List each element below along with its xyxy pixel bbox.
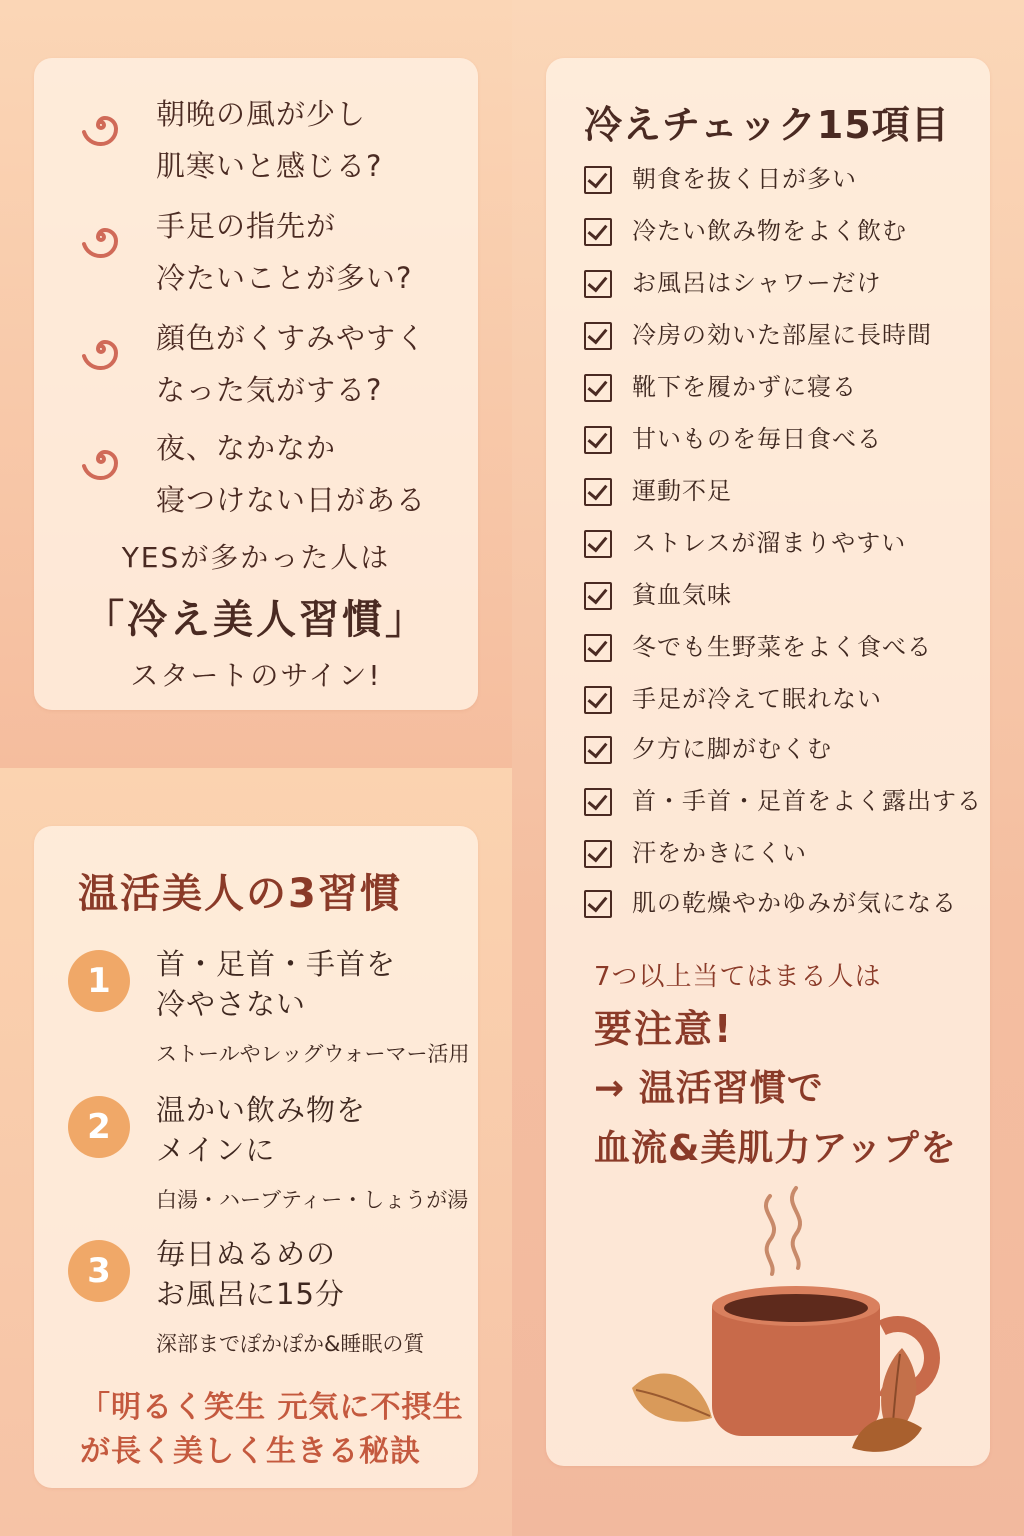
checkbox-icon[interactable] [584,840,612,868]
question-text: 手足の指先が 冷たいことが多い? [156,209,413,295]
habit-subtitle: 深部までぽかぽか&睡眠の質 [156,1332,425,1356]
checklist-title: 冷えチェック15項目 [584,103,950,147]
checkbox-icon[interactable] [584,270,612,298]
checklist-label: 夕方に脚がむくむ [632,735,832,763]
habit-subtitle: 白湯・ハーブティー・しょうが湯 [156,1188,469,1212]
habit-item [34,1234,478,1374]
checklist-card [546,58,990,1466]
number-badge: 1 [68,950,130,1012]
yes-outro: スタートのサイン! [130,659,382,692]
checklist-label: 朝食を抜く日が多い [632,165,857,193]
questions-card [34,58,478,710]
habit-subtitle: ストールやレッグウォーマー活用 [156,1042,470,1066]
habit-title: 毎日ぬるめの お風呂に15分 [156,1237,345,1311]
number-badge: 2 [68,1096,130,1158]
checklist-label: 汗をかきにくい [632,839,807,867]
checklist-item[interactable] [584,576,984,616]
checkbox-icon[interactable] [584,218,612,246]
checkbox-icon[interactable] [584,788,612,816]
question-item [34,312,478,407]
habit-title: 温かい飲み物を メインに [156,1093,367,1167]
coffee-mug-icon [622,1178,942,1458]
swirl-icon [78,102,124,148]
checklist-label: ストレスが溜まりやすい [632,529,907,557]
checkbox-icon[interactable] [584,322,612,350]
checklist-item[interactable] [584,316,984,356]
checklist-label: 冷房の効いた部屋に長時間 [632,321,932,349]
swirl-icon [78,326,124,372]
checkbox-icon[interactable] [584,890,612,918]
checklist-item[interactable] [584,212,984,252]
checkbox-icon[interactable] [584,634,612,662]
steam-icon [766,1188,800,1274]
warning-headline: 要注意! [594,1007,734,1051]
checklist-label: 運動不足 [632,477,732,505]
checklist-item[interactable] [584,524,984,564]
habit-item [34,944,478,1084]
checkbox-icon[interactable] [584,478,612,506]
checklist-item[interactable] [584,680,984,720]
question-item [34,422,478,517]
checklist-label: 肌の乾燥やかゆみが気になる [632,889,957,917]
checkbox-icon[interactable] [584,736,612,764]
warning-goal: 血流&美肌力アップを [594,1128,957,1169]
warning-intro: 7つ以上当てはまる人は [594,962,882,992]
number-badge: 3 [68,1240,130,1302]
checkbox-icon[interactable] [584,582,612,610]
checklist-label: お風呂はシャワーだけ [632,269,882,297]
leaf-icon [632,1374,712,1422]
checklist-item[interactable] [584,264,984,304]
motto-text: 「明るく笑生 元気に不摂生 が長く美しく生きる秘訣 [80,1390,464,1469]
swirl-icon [78,214,124,260]
question-item [34,88,478,183]
checkbox-icon[interactable] [584,166,612,194]
checkbox-icon[interactable] [584,426,612,454]
checklist-item[interactable] [584,472,984,512]
checklist-label: 手足が冷えて眠れない [632,685,882,713]
checklist-item[interactable] [584,420,984,460]
habit-title: 首・足首・手首を 冷やさない [156,947,397,1021]
checklist-item[interactable] [584,368,984,408]
question-text: 朝晩の風が少し 肌寒いと感じる? [156,97,383,183]
checklist-label: 冬でも生野菜をよく食べる [632,633,932,661]
checklist-label: 首・手首・足首をよく露出する [632,787,982,815]
question-text: 夜、なかなか 寝つけない日がある [156,431,427,517]
checkbox-icon[interactable] [584,686,612,714]
checklist-item[interactable] [584,160,984,200]
swirl-icon [78,436,124,482]
habits-card [34,826,478,1488]
question-text: 顔色がくすみやすく なった気がする? [156,321,427,407]
checklist-label: 甘いものを毎日食べる [632,425,882,453]
checklist-item[interactable] [584,834,984,874]
checklist-item[interactable] [584,730,984,770]
checklist-item[interactable] [584,628,984,668]
warning-advice: → 温活習慣で [594,1068,824,1109]
checkbox-icon[interactable] [584,374,612,402]
habits-title: 温活美人の3習慣 [78,871,402,917]
checkbox-icon[interactable] [584,530,612,558]
checklist-item[interactable] [584,884,984,924]
checklist-item[interactable] [584,782,984,822]
checklist-label: 貧血気味 [632,581,732,609]
question-item [34,200,478,295]
checklist-label: 靴下を履かずに寝る [632,373,857,401]
yes-headline: 「冷え美人習慣」 [84,597,428,643]
yes-intro: YESが多かった人は [121,541,391,574]
checklist-label: 冷たい飲み物をよく飲む [632,217,907,245]
habit-item [34,1090,478,1230]
